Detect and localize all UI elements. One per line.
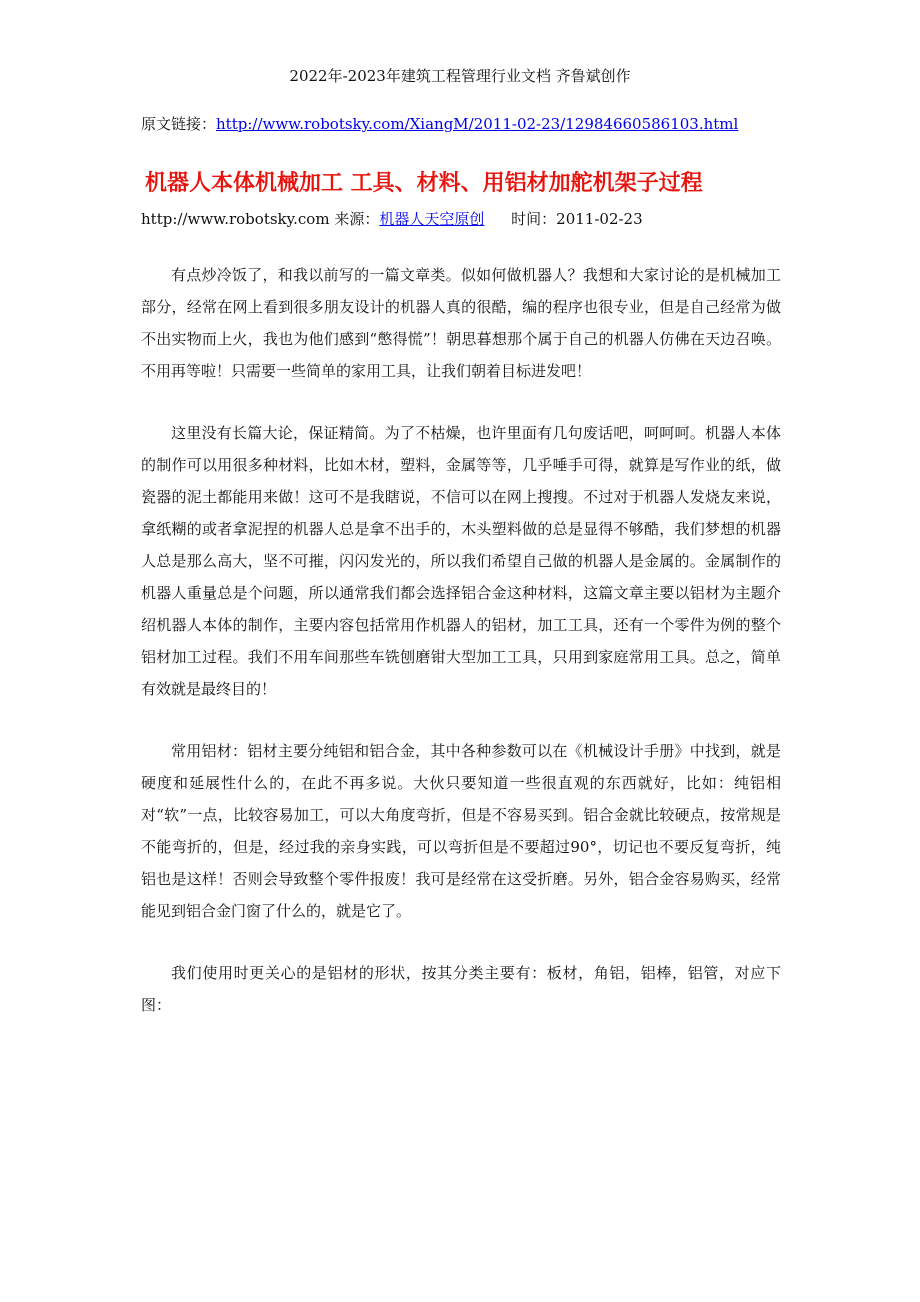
source-link-line — [141, 114, 738, 134]
paragraph: 常用铝材：铝材主要分纯铝和铝合金，其中各种参数可以在《机械设计手册》中找到，就是硬度和延展性什么的，在此不再多说。大伙只要知道一些很直观的东西就好，比如：纯铝相对“软”一点，比较容易加工，可以大角度弯折，但是不容易买到。铝合金就比较硬点，按常规是不能弯折的，但是，经过我的亲身实践，可以弯折但是不要超过90°，切记也不要反复弯折，纯铝也是这样！否则会导致整个零件报废！我可是经常在这受折磨。另外，铝合金容易购买，经常能见到铝合金门窗了什么的，就是它了。 — [141, 742, 781, 920]
paragraph: 这里没有长篇大论，保证精简。为了不枯燥，也许里面有几句废话吧，呵呵呵。机器人本体的制作可以用很多种材料，比如木材，塑料，金属等等，几乎唾手可得，就算是写作业的纸，做瓷器的泥土都能用来做！这可不是我瞎说，不信可以在网上搜搜。不过对于机器人发烧友来说，拿纸糊的或者拿泥捏的机器人总是拿不出手的，木头塑料做的总是显得不够酷，我们梦想的机器人总是那么高大，坚不可摧，闪闪发光的，所以我们希望自己做的机器人是金属的。金属制作的机器人重量总是个问题，所以通常我们都会选择铝合金这种材料，这篇文章主要以铝材为主题介绍机器人本体的制作，主要内容包括常用作机器人的铝材，加工工具，还有一个零件为例的整个铝材加工过程。我们不用车间那些车铣刨磨钳大型加工工具，只用到家庭常用工具。总之，简单有效就是最终目的！ — [141, 424, 781, 698]
article-body — [141, 259, 781, 1051]
paragraph: 有点炒冷饭了，和我以前写的一篇文章类。似如何做机器人？我想和大家讨论的是机械加工部分，经常在网上看到很多朋友设计的机器人真的很酷，编的程序也很专业，但是自己经常为做不出实物而上火，我也为他们感到“憋得慌”！朝思暮想那个属于自己的机器人仿佛在天边召唤。不用再等啦！只需要一些简单的家用工具，让我们朝着目标进发吧！ — [141, 266, 781, 380]
article-title: 机器人本体机械加工 工具、材料、用铝材加舵机架子过程 — [145, 171, 703, 196]
source-link[interactable]: http://www.robotsky.com/XiangM/2011-02-23/12984660586103.html — [216, 115, 739, 133]
article-meta — [141, 209, 643, 229]
source-link-label: 原文链接： — [141, 115, 217, 133]
publish-date: 2011-02-23 — [556, 210, 643, 228]
paragraph: 我们使用时更关心的是铝材的形状，按其分类主要有：板材，角铝，铝棒，铝管，对应下图： — [141, 964, 781, 1014]
source-label: 来源： — [334, 210, 380, 228]
page-header: 2022年-2023年建筑工程管理行业文档 齐鲁斌创作 — [289, 67, 631, 85]
time-label: 时间： — [511, 210, 557, 228]
source-name-link[interactable]: 机器人天空原创 — [379, 210, 485, 228]
site-url: http://www.robotsky.com — [141, 210, 330, 228]
